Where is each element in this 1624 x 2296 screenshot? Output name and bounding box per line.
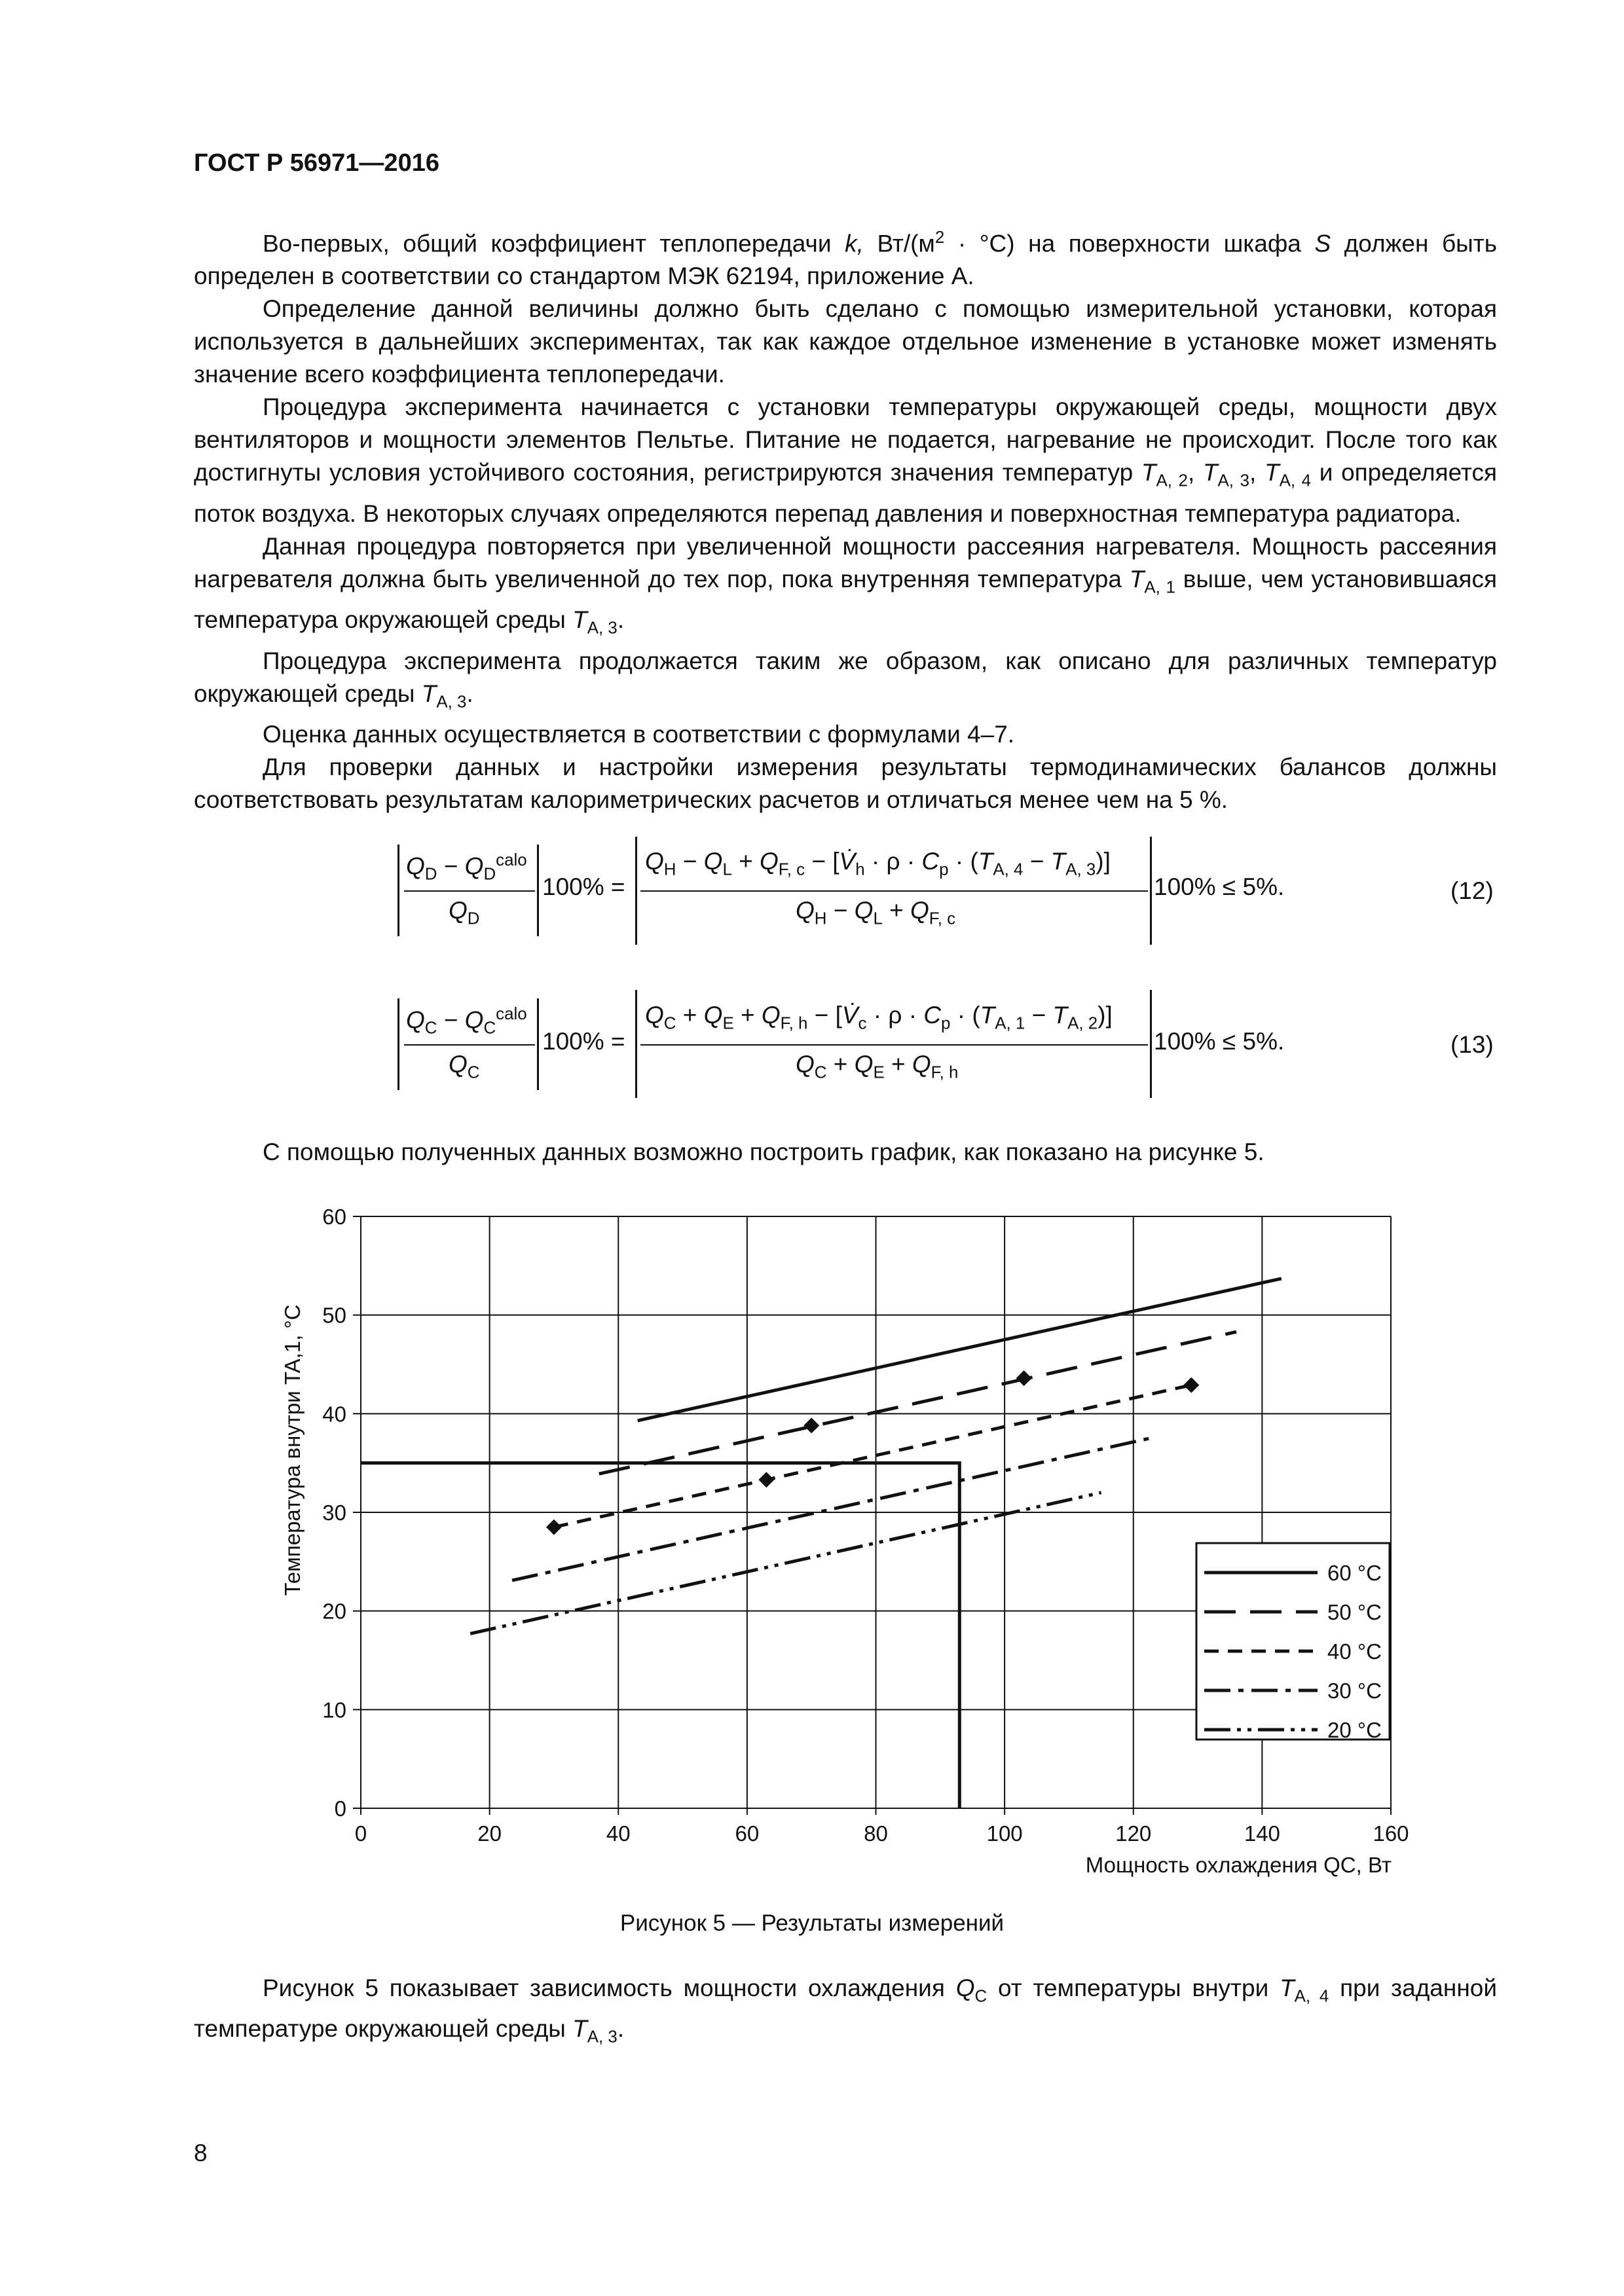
series-line [638,1279,1282,1421]
x-tick-label: 80 [864,1821,888,1846]
x-tick-label: 100 [986,1821,1023,1846]
formula-13-rhs-numerator: $Q_C + Q_E + Q_{F, h}$ − $[V̇_c \cdot \rho \cdot C_p \cdot (T_{A, 1} - T_{A, 2})]$ [645,1002,1113,1033]
x-tick-label: 120 [1115,1821,1152,1846]
tick-labels [322,1205,1409,1846]
y-tick-label: 60 [322,1205,346,1229]
data-marker [803,1417,819,1433]
paragraph-4: Данная процедура повторяется при увеличенной мощности рассеяния нагревателя. Мощность рассеяния нагревателя должна быть увеличенной до тех пор, пока внутренняя температура $T_{A, 1}$ выше, чем установившаяся температура окружающей среды $T_{A, 3}$. [194,532,1497,638]
formula-12-lhs-denominator: $Q_D$ [449,897,480,928]
data-marker [1183,1377,1199,1393]
legend-label: 30 °С [1327,1679,1382,1703]
page-number: 8 [194,2140,208,2166]
equation-number-13: (13) [1450,1031,1494,1058]
formula-13-lhs-numerator: $Q_C - Q_C^{calo}$ [406,1005,527,1038]
paragraph-7: Для проверки данных и настройки измерения результаты термодинамических балансов должны соответствовать результатам калориметрических расчетов и отличаться менее чем на 5 %. [194,753,1497,813]
formula-13-lhs-denominator: $Q_C$ [449,1051,480,1082]
y-tick-label: 0 [334,1796,346,1821]
chart-legend [1196,1543,1390,1742]
formula-12-rhs-numerator: $Q_H - Q_L + Q_{F, c}$ − $[V̇_h \cdot \rho \cdot C_p \cdot (T_{A, 4} - T_{A, 3})]$ [645,848,1111,879]
y-axis-label: Температура внутри TA,1, °С [280,1304,304,1596]
data-marker [546,1520,562,1535]
closing-paragraph: Рисунок 5 показывает зависимость мощности охлаждения $Q_C$ от температуры внутри $T_{A, 4}$ при заданной температуре окружающей среды $T_{A, 3}$. [194,1975,1497,2047]
document-header: ГОСТ Р 56971—2016 [194,149,439,177]
closing-text [194,1972,1497,2054]
figure-caption: Рисунок 5 — Результаты измерений [619,1910,1005,1936]
series-line [599,1332,1236,1474]
formula-12-rhs-denominator: $Q_H - Q_L + Q_{F, c}$ [796,897,956,928]
paragraph-3: Процедура эксперимента начинается с установки температуры окружающей среды, мощности двух вентиляторов и мощности элементов Пельтье. Питание не подается, нагревание не происходит. После того как достигнуты условия устойчивого состояния, регистрируются значения температур $T_{A, 2}$, $T_{A, 3}$, $T_{A, 4}$ и определяется поток воздуха. В некоторых случаях определяются перепад давления и поверхностная температура радиатора. [194,393,1498,527]
y-tick-label: 40 [322,1402,346,1427]
formula-12-tail: 100% ≤ 5%. [1154,873,1285,900]
legend-label: 50 °С [1327,1600,1382,1624]
reference-line [361,1463,959,1808]
chart-markers [546,1370,1199,1535]
x-tick-label: 160 [1373,1821,1409,1846]
series-line [470,1493,1101,1633]
paragraph-6: Оценка данных осуществляется в соответствии с формулами 4–7. [263,720,1015,748]
formula-13-mid: 100% = [542,1028,625,1055]
y-tick-label: 20 [322,1599,346,1624]
x-tick-label: 40 [606,1821,631,1846]
series-line [512,1438,1149,1580]
paragraph-5: Процедура эксперимента продолжается таким же образом, как описано для различных температур окружающей среды $T_{A, 3}$. [194,647,1497,711]
x-tick-label: 20 [477,1821,502,1846]
data-marker [1016,1370,1032,1386]
paragraph-1: Во-первых, общий коэффициент теплопередачи k, $Вт/(м^2 \cdot ^\circ С)$ на поверхности шкафа S должен быть определен в соответствии со стандартом МЭК 62194, приложение А. [194,228,1497,290]
data-marker [758,1472,774,1487]
formula-13-rhs-denominator: $Q_C + Q_E + Q_{F, h}$ [796,1051,959,1082]
x-tick-label: 140 [1244,1821,1280,1846]
equation-number-12: (12) [1450,877,1494,904]
reference-lines [361,1463,959,1808]
legend-label: 60 °С [1327,1561,1382,1585]
intro-text: С помощью полученных данных возможно построить график, как показано на рисунке 5. [263,1139,1264,1165]
x-axis-label: Мощность охлаждения QC, Вт [1085,1853,1392,1877]
y-tick-label: 50 [322,1303,346,1328]
legend-label: 20 °С [1327,1718,1382,1742]
y-tick-label: 10 [322,1698,346,1722]
series-line [554,1385,1191,1527]
y-tick-label: 30 [322,1501,346,1525]
paragraph-2: Определение данной величины должно быть сделано с помощью измерительной установки, которая используется в дальнейших экспериментах, так как каждое отдельное изменение в установке может изменять значение всего коэффициента теплопередачи. [194,295,1497,388]
formula-13-tail: 100% ≤ 5%. [1154,1028,1285,1055]
x-tick-label: 60 [735,1821,760,1846]
formula-12-lhs-numerator: $Q_D - Q_D^{calo}$ [406,851,527,884]
x-tick-label: 0 [354,1821,367,1846]
formula-12-mid: 100% = [542,873,625,900]
legend-label: 40 °С [1327,1639,1382,1664]
